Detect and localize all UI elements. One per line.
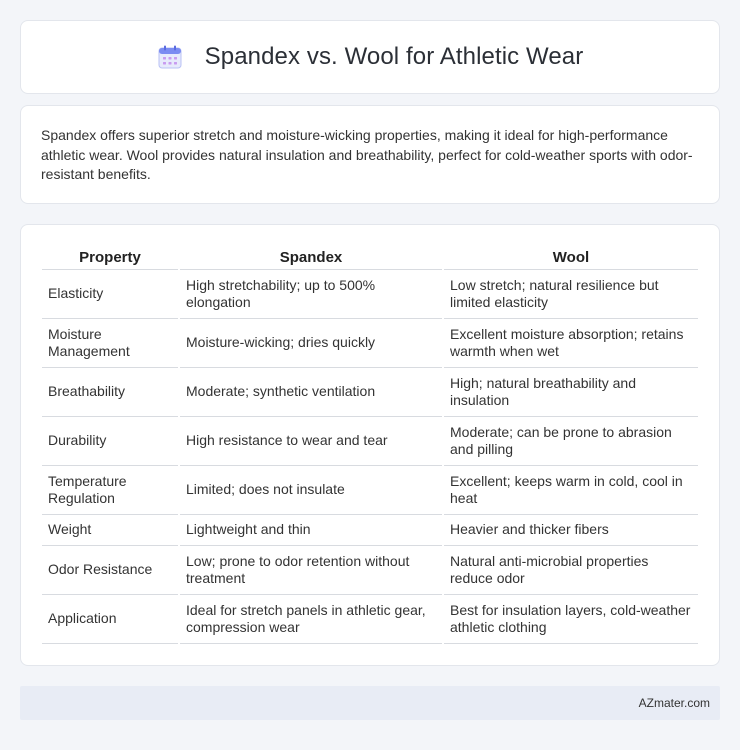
page-header xyxy=(20,20,720,94)
page-title: Spandex vs. Wool for Athletic Wear xyxy=(204,43,584,70)
spandex-cell: High resistance to wear and tear xyxy=(179,416,443,465)
intro-text: Spandex offers superior stretch and moisture-wicking properties, making it ideal for high-performance athletic wear. Wool provides natural insulation and breathability, perfect for cold-weather sports with odor-resistant benefits. xyxy=(41,127,693,182)
spandex-cell: Low; prone to odor retention without treatment xyxy=(179,545,443,594)
calendar-icon xyxy=(157,44,183,70)
spandex-cell: Lightweight and thin xyxy=(179,514,443,545)
wool-cell: Excellent; keeps warm in cold, cool in heat xyxy=(443,465,698,514)
property-cell: Odor Resistance xyxy=(42,545,179,594)
table-header-row xyxy=(42,246,698,269)
table-row xyxy=(42,594,698,643)
spandex-cell: High stretchability; up to 500% elongation xyxy=(179,269,443,318)
wool-cell: Moderate; can be prone to abrasion and pilling xyxy=(443,416,698,465)
wool-cell: Excellent moisture absorption; retains warmth when wet xyxy=(443,318,698,367)
property-cell: Application xyxy=(42,594,179,643)
wool-cell: High; natural breathability and insulation xyxy=(443,367,698,416)
header-property: Property xyxy=(42,246,179,269)
spandex-cell: Ideal for stretch panels in athletic gear, compression wear xyxy=(179,594,443,643)
spandex-cell: Limited; does not insulate xyxy=(179,465,443,514)
property-cell: Temperature Regulation xyxy=(42,465,179,514)
wool-cell: Natural anti-microbial properties reduce odor xyxy=(443,545,698,594)
footer-bar xyxy=(20,686,720,720)
comparison-table xyxy=(42,246,698,644)
spandex-cell: Moisture-wicking; dries quickly xyxy=(179,318,443,367)
intro-card xyxy=(20,105,720,204)
property-cell: Weight xyxy=(42,514,179,545)
header-wool: Wool xyxy=(443,246,698,269)
property-cell: Breathability xyxy=(42,367,179,416)
wool-cell: Low stretch; natural resilience but limited elasticity xyxy=(443,269,698,318)
table-row xyxy=(42,416,698,465)
wool-cell: Best for insulation layers, cold-weather athletic clothing xyxy=(443,594,698,643)
property-cell: Moisture Management xyxy=(42,318,179,367)
header-spandex: Spandex xyxy=(179,246,443,269)
table-row xyxy=(42,545,698,594)
property-cell: Elasticity xyxy=(42,269,179,318)
footer-brand[interactable]: AZmater.com xyxy=(638,696,710,710)
wool-cell: Heavier and thicker fibers xyxy=(443,514,698,545)
table-row xyxy=(42,514,698,545)
table-row xyxy=(42,465,698,514)
table-row xyxy=(42,367,698,416)
comparison-card xyxy=(20,224,720,666)
table-row xyxy=(42,269,698,318)
table-row xyxy=(42,318,698,367)
spandex-cell: Moderate; synthetic ventilation xyxy=(179,367,443,416)
property-cell: Durability xyxy=(42,416,179,465)
